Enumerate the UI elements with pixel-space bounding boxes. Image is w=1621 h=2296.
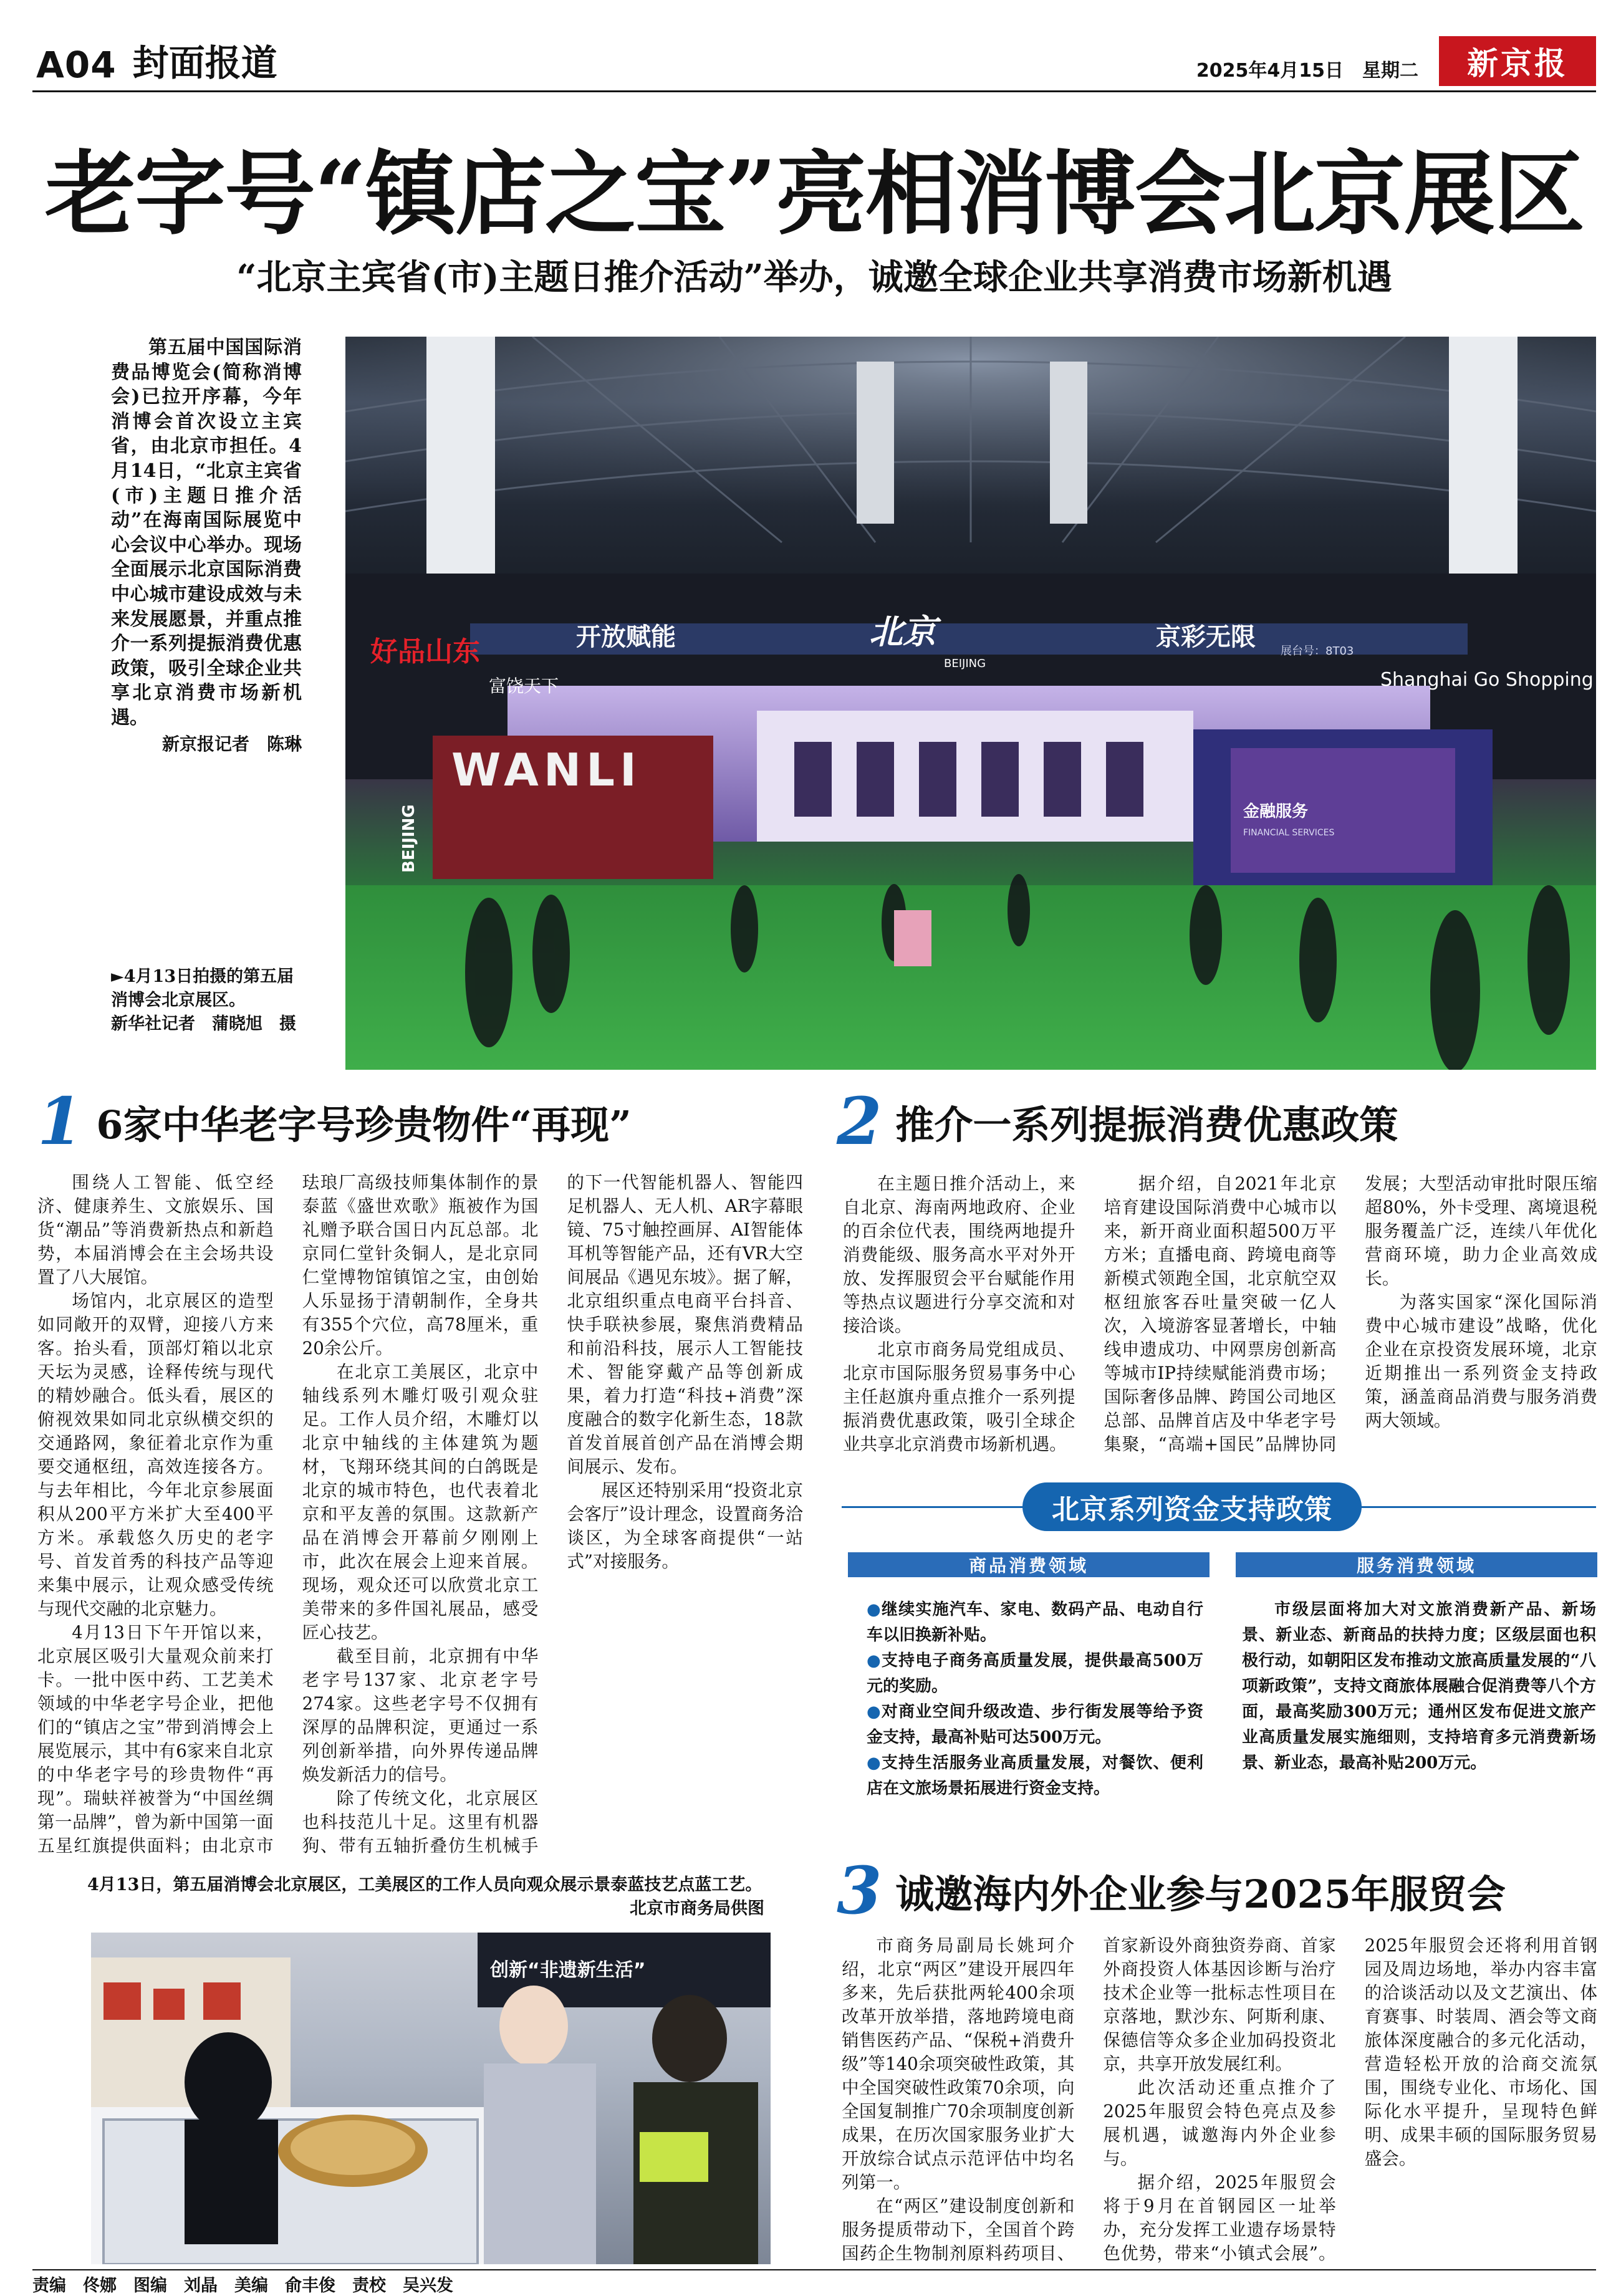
lead-byline: 新京报记者 陈琳 <box>161 733 302 754</box>
sign-beijing-side: BEIJING <box>400 804 418 873</box>
section-1-title <box>37 1083 786 1160</box>
sign-finance-en: FINANCIAL SERVICES <box>1243 828 1335 838</box>
s2-para: 在主题日推介活动上，来自北京、海南两地政府、企业的百余位代表，围绕两地提升消费能级、服务高水平对外开放、发挥服贸会平台赋能作用等热点议题进行分享交流和对接洽谈。 <box>843 1173 1075 1336</box>
s1-para: 围绕人工智能、低空经济、健康养生、文旅娱乐、国货“潮品”等消费新热点和新趋势，本届消博会在主会场共设置了八大展馆。 <box>37 1172 274 1287</box>
header-rule <box>32 90 1596 92</box>
section-1-number: 1 <box>37 1083 83 1160</box>
main-photo-caption-text: ►4月13日拍摄的第五届消博会北京展区。 <box>111 967 294 1010</box>
photo-2-credit: 北京市商务局供图 <box>630 1899 764 1918</box>
sign-jingcai: 京彩无限 <box>1156 623 1256 651</box>
sign-fuyao: 富饶天下 <box>489 676 559 696</box>
service-policy-text: 市级层面将加大对文旅消费新产品、新场景、新业态、新商品的扶持力度；区级层面也积极行动，如朝阳区发布推动文旅高质量发展的“八项新政策”，支持文商旅体展融合促消费等八个方面，最高奖励300万元；通州区发布促进文旅产业高质量发展实施细则，支持培育多元消费新场景、新业态，最高补贴200万元。 <box>1242 1600 1596 1772</box>
section-1-body <box>37 1171 803 1860</box>
main-photo <box>345 337 1596 1070</box>
s3-para: 市商务局副局长姚珂介绍，北京“两区”建设开展四年多来，先后获批两轮400余项改革开放举措，落地跨境电商销售医药产品、“保税+消费升级”等140余项突破性政策，其中全国突破性政策70余项，向全国复制推广70余项制度创新成果，在历次国家服务业扩大开放综合试点示范评估中均名列第一。 <box>842 1935 1075 2193</box>
section-1-heading: 6家中华老字号珍贵物件“再现” <box>96 1102 632 1148</box>
sign-finance: 金融服务 <box>1243 802 1309 821</box>
photo-2-sign: 创新“非遗新生活” <box>490 1959 646 1981</box>
sign-beijing: 北京 <box>869 612 936 651</box>
sign-shandong: 好品山东 <box>370 636 480 668</box>
section-2-heading: 推介一系列提振消费优惠政策 <box>895 1102 1398 1148</box>
subheadline: “北京主宾省(市)主题日推介活动”举办，诚邀全球企业共享消费市场新机遇 <box>236 257 1392 298</box>
section-3-title <box>837 1852 1585 1929</box>
main-photo-credit: 新华社记者 蒲晓旭 摄 <box>111 1014 296 1034</box>
s3-para: 此次活动还重点推介了2025年服贸会特色亮点及参展机遇，诚邀海内外企业参与。 <box>1103 2077 1336 2169</box>
sign-beijing-en: BEIJING <box>944 657 986 670</box>
section-3-heading: 诚邀海内外企业参与2025年服贸会 <box>895 1871 1506 1917</box>
footer-rule <box>32 2269 1596 2270</box>
policy-banner: 北京系列资金支持政策 <box>1022 1482 1362 1531</box>
s1-para: 展区还特别采用“投资北京会客厅”设计理念，设置商务洽谈区，为全球客商提供“一站式”对接服务。 <box>567 1480 803 1572</box>
exhibition-hall-illustration <box>345 337 1596 1070</box>
lead-text: 第五届中国国际消费品博览会(简称消博会)已拉开序幕，今年消博会首次设立主宾省，由北京市担任。4月14日，“北京主宾省(市)主题日推介活动”在海南国际展览中心会议中心举办。现场全面展示北京国际消费中心城市建设成效与未来发展愿景，并重点推介一系列提振消费优惠政策，吸引全球企业共享北京消费市场新机遇。 <box>111 337 302 729</box>
bullet-icon: ● <box>867 1651 882 1670</box>
issue-date: 2025年4月15日 星期二 <box>1196 60 1418 82</box>
headline: 老字号“镇店之宝”亮相消博会北京展区 <box>45 141 1584 247</box>
sign-wanli: WANLI <box>451 744 642 796</box>
lead-paragraph <box>111 335 302 756</box>
goods-policy-item: ●支持电子商务高质量发展，提供最高500万元的奖励。 <box>867 1651 1203 1696</box>
bullet-icon: ● <box>867 1703 882 1721</box>
editor-credits: 责编 佟娜 图编 刘晶 美编 俞丰俊 责校 吴兴发 <box>32 2276 453 2295</box>
cloisonne-demo-illustration <box>91 1933 771 2264</box>
s3-para: 据介绍，2025年服贸会将于9月在首钢园区一址举办，充分发挥工业遗存场景特色优势，带来“小镇式会展”。2025年服贸会还将利用首钢园及周边场地，举办内容丰富的洽谈活动以及文艺演出、体育赛事、时装周、酒会等文商旅体深度融合的多元化活动，营造轻松开放的洽商交流氛围，围绕专业化、市场化、国际化水平提升，呈现特色鲜明、成果丰硕的国际服务贸易盛会。 <box>1103 1935 1597 2264</box>
section-name: 封面报道 <box>132 42 277 84</box>
s1-para: 在北京工美展区，北京中轴线系列木雕灯吸引观众驻足。工作人员介绍，木雕灯以北京中轴线的主体建筑为题材，飞翔环绕其间的白鸽既是北京的城市特色，也代表着北京和平友善的氛围。这款新产品在消博会开幕前夕刚刚上市，此次在展会上迎来首展。现场，观众还可以欣赏北京工美带来的多件国礼展品，感受匠心技艺。 <box>302 1362 539 1643</box>
s2-para: 为落实国家“深化国际消费中心城市建设”战略，优化企业在京投资发展环境，北京近期推出一系列资金支持政策，涵盖商品消费与服务消费两大领域。 <box>1365 1292 1597 1431</box>
s1-para: 4月13日下午开馆以来，北京展区吸引大量观众前来打卡。一批中医中药、工艺美术领域的中华老字号企业，把他们的“镇店之宝”带到消博会上展览展示，其中有6家来自北京的中华老字号的珍贵物件“再现”。瑞蚨祥被誉为“中国丝绸第一品牌”，曾为新中国第一面五星红旗提供面料；由北京市珐琅厂高级技师集体制作的景泰蓝《盛世欢歌》瓶被作为国礼赠予联合国日内瓦总部。北京同仁堂针灸铜人，是北京同仁堂博物馆镇馆之宝，由创始人乐显扬于清朝制作，全身共有355个穴位，高78厘米，重20余公斤。 <box>37 1172 539 1856</box>
s3-para: 在“两区”建设制度创新和服务提质带动下，全国首个跨国药企生物制剂原料药项目、首家新设外商独资券商、首家外商投资人体基因诊断与治疗技术企业等一批标志性项目在京落地，默沙东、阿斯利康、保德信等众多企业加码投资北京，共享开放发展红利。 <box>842 1935 1336 2264</box>
s1-para: 除了传统文化，北京展区也科技范儿十足。这里有机器狗、带有五轴折叠仿生机械手的下一代智能机器人、智能四足机器人、无人机、AR字幕眼镜、75寸触控画屏、AI智能体耳机等智能产品，还有VR大空间展品《遇见东坡》。据了解，北京组织重点电商平台抖音、快手联袂参展，聚焦消费精品和前沿科技，展示人工智能技术、智能穿戴产品等创新成果，着力打造“科技+消费”深度融合的数字化新生态，18款首发首展首创产品在消博会期间展示、发布。 <box>302 1172 803 1856</box>
bullet-icon: ● <box>867 1754 882 1772</box>
photo-2-caption <box>87 1873 764 1921</box>
section-2-body <box>843 1172 1597 1459</box>
section-3-body <box>842 1934 1597 2267</box>
s1-para: 场馆内，北京展区的造型如同敞开的双臂，迎接八方来客。抬头看，顶部灯箱以北京天坛为灵感，诠释传统与现代的精妙融合。低头看，展区的俯视效果如同北京纵横交织的交通路网，象征着北京作为重要交通枢纽，高效连接各方。与去年相比，今年北京参展面积从200平方米扩大至400平方米。承载悠久历史的老字号、首发首秀的科技产品等迎来集中展示，让观众感受传统与现代交融的北京魅力。 <box>37 1290 274 1619</box>
masthead-left <box>36 36 277 86</box>
section-2-number: 2 <box>837 1083 882 1160</box>
main-photo-caption <box>111 965 302 1036</box>
goods-consumption-head: 商品消费领域 <box>848 1552 1210 1577</box>
section-3-number: 3 <box>837 1852 882 1929</box>
goods-policy-item: ●继续实施汽车、家电、数码产品、电动自行车以旧换新补贴。 <box>867 1600 1203 1645</box>
goods-policy-list <box>867 1597 1203 1802</box>
goods-policy-item: ●对商业空间升级改造、步行街发展等给予资金支持，最高补贴可达500万元。 <box>867 1703 1203 1747</box>
bullet-icon: ● <box>867 1600 882 1619</box>
service-consumption-head: 服务消费领域 <box>1236 1552 1597 1577</box>
sign-booth-no: 展台号：8T03 <box>1281 645 1354 658</box>
s1-para: 截至目前，北京拥有中华老字号137家、北京老字号274家。这些老字号不仅拥有深厚的品牌积淀，更通过一系列创新举措，向外界传递品牌焕发新活力的信号。 <box>302 1646 539 1785</box>
s2-para: 据介绍，自2021年北京培育建设国际消费中心城市以来，新开商业面积超500万平方米；直播电商、跨境电商等新模式领跑全国，北京航空双枢纽旅客吞吐量突破一亿人次，入境游客显著增长，中轴线申遗成功、中网票房创新高等城市IP持续赋能消费市场；国际奢侈品牌、跨国公司地区总部、品牌首店及中华老字号集聚，“高端+国民”品牌协同发展；大型活动审批时限压缩超80%，外卡受理、离境退税服务覆盖广泛，连续八年优化营商环境，助力企业高效成长。 <box>1104 1173 1597 1454</box>
section-2-title <box>837 1083 1585 1160</box>
photo-2 <box>91 1933 771 2264</box>
goods-policy-item: ●支持生活服务业高质量发展，对餐饮、便利店在文旅场景拓展进行资金支持。 <box>867 1754 1203 1798</box>
page-number: A04 <box>36 44 117 86</box>
sign-open-empower: 开放赋能 <box>576 623 676 651</box>
newspaper-logo: 新京报 <box>1439 36 1596 86</box>
photo-2-caption-text: 4月13日，第五届消博会北京展区，工美展区的工作人员向观众展示景泰蓝技艺点蓝工艺。 <box>87 1875 762 1895</box>
s2-para: 北京市商务局党组成员、北京市国际服务贸易事务中心主任赵旗舟重点推介一系列提振消费优惠政策，吸引全球企业共享北京消费市场新机遇。 <box>843 1339 1075 1454</box>
sign-shanghai: Shanghai Go Shopping <box>1380 669 1594 691</box>
